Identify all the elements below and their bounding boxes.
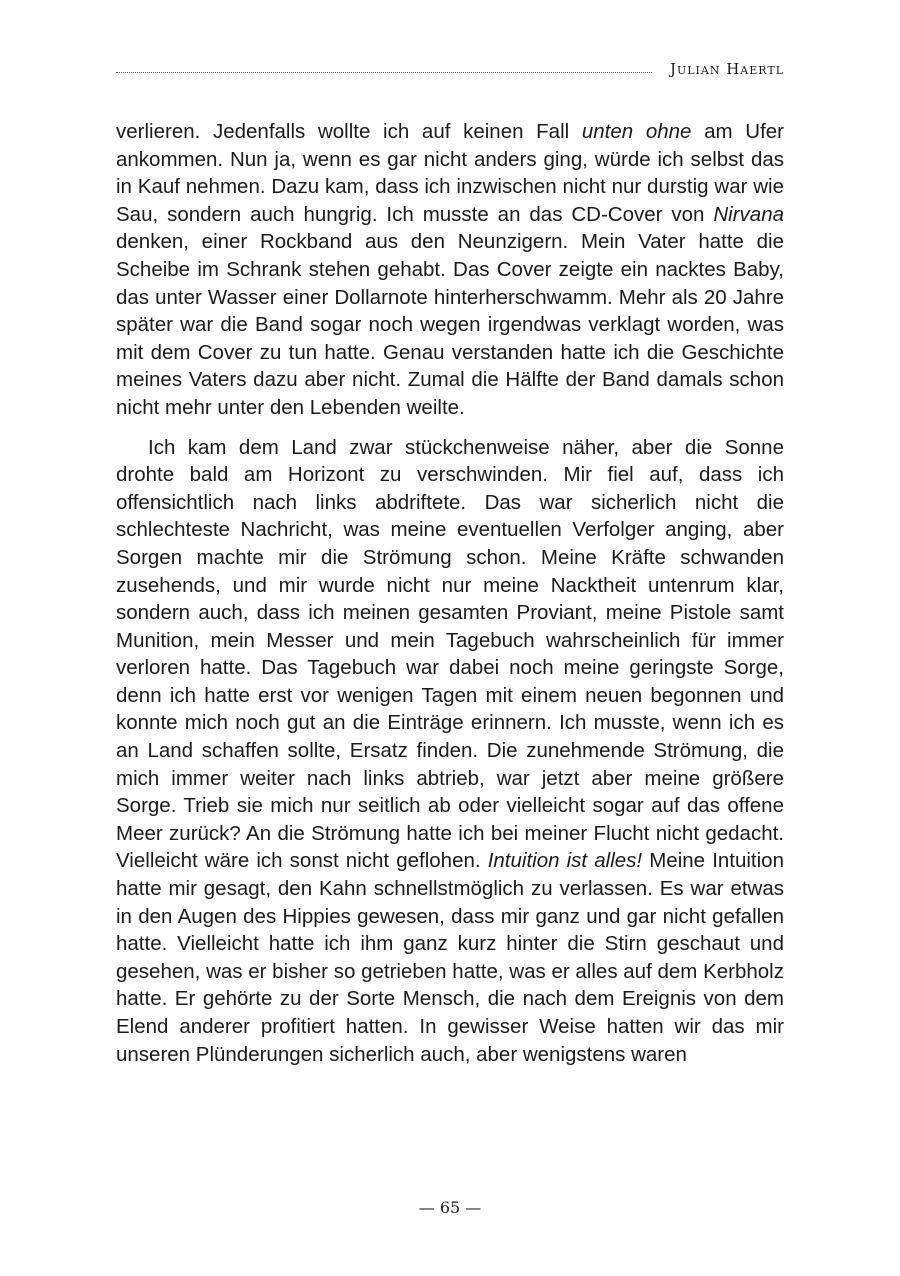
text-run: denken, einer Rockband aus den Neunzigern. Mein Vater hatte die Scheibe im Schrank stehen gehabt. Das Cover zeigte ein nacktes Baby, das unter Wasser einer Dollarnote hinterherschwamm. Mehr als 20 Jahre später war die Band sogar noch wegen irgendwas verklagt worden, was mit dem Cover zu tun hatte. Genau verstanden hatte ich die Geschichte meines Vaters dazu aber nicht. Zumal die Hälfte der Band damals schon nicht mehr unter den Lebenden weilte. xyxy=(116,230,784,419)
paragraph-1 xyxy=(116,118,784,422)
paragraph-2 xyxy=(116,434,784,1069)
page-number: — 65 — xyxy=(418,1198,482,1217)
text-run: am Ufer ankommen. Nun ja, wenn es gar nicht anders ging, würde ich selbst das in Kauf nehmen. Dazu kam, dass ich inzwischen nicht nur durstig war wie Sau, sondern auch hungrig. Ich musste an das CD-Cover von xyxy=(116,120,784,226)
header-author-name: Julian Haertl xyxy=(669,60,784,78)
running-header xyxy=(116,58,784,84)
text-run: verlieren. Jedenfalls wollte ich auf keinen Fall xyxy=(116,120,582,143)
italic-run: Intuition ist alles! xyxy=(487,849,643,873)
header-dotted-rule xyxy=(116,72,652,73)
italic-run: Nirvana xyxy=(713,202,784,226)
text-run: Ich kam dem Land zwar stückchenweise näher, aber die Sonne drohte bald am Horizont zu verschwinden. Mir fiel auf, dass ich offensichtlich nach links abdriftete. Das war sicherlich nicht die schlechteste Nachricht, was meine eventuellen Verfolger anging, aber Sorgen machte mir die Strömung schon. Meine Kräfte schwanden zusehends, und mir wurde nicht nur meine Nacktheit untenrum klar, sondern auch, dass ich meinen gesamten Proviant, meine Pistole samt Munition, mein Messer und mein Tagebuch wahrscheinlich für immer verloren hatte. Das Tagebuch war dabei noch meine geringste Sorge, denn ich hatte erst vor wenigen Tagen mit einem neuen begonnen und konnte mich noch gut an die Einträge erinnern. Ich musste, wenn ich es an Land schaffen sollte, Ersatz finden. Die zunehmende Strömung, die mich immer weiter nach links abtrieb, war jetzt aber meine größere Sorge. Trieb sie mich nur seitlich ab oder vielleicht sogar auf das offene Meer zurück? An die Strömung hatte ich bei meiner Flucht nicht gedacht. Vielleicht wäre ich sonst nicht geflohen. xyxy=(116,435,784,873)
body-text xyxy=(116,118,784,1068)
text-run: Meine Intuition hatte mir gesagt, den Kahn schnellstmöglich zu verlassen. Es war etwas in den Augen des Hippies gewesen, dass mir ganz und gar nicht gefallen hatte. Vielleicht hatte ich ihm ganz kurz hinter die Stirn geschaut und gesehen, was er bisher so getrieben hatte, was er alles auf dem Kerbholz hatte. Er gehörte zu der Sorte Mensch, die nach dem Ereignis von dem Elend anderer profitiert hatten. In gewisser Weise hatten wir das mir unseren Plünderungen sicherlich auch, aber wenigstens waren xyxy=(116,849,784,1066)
italic-run: unten ohne xyxy=(581,120,692,143)
